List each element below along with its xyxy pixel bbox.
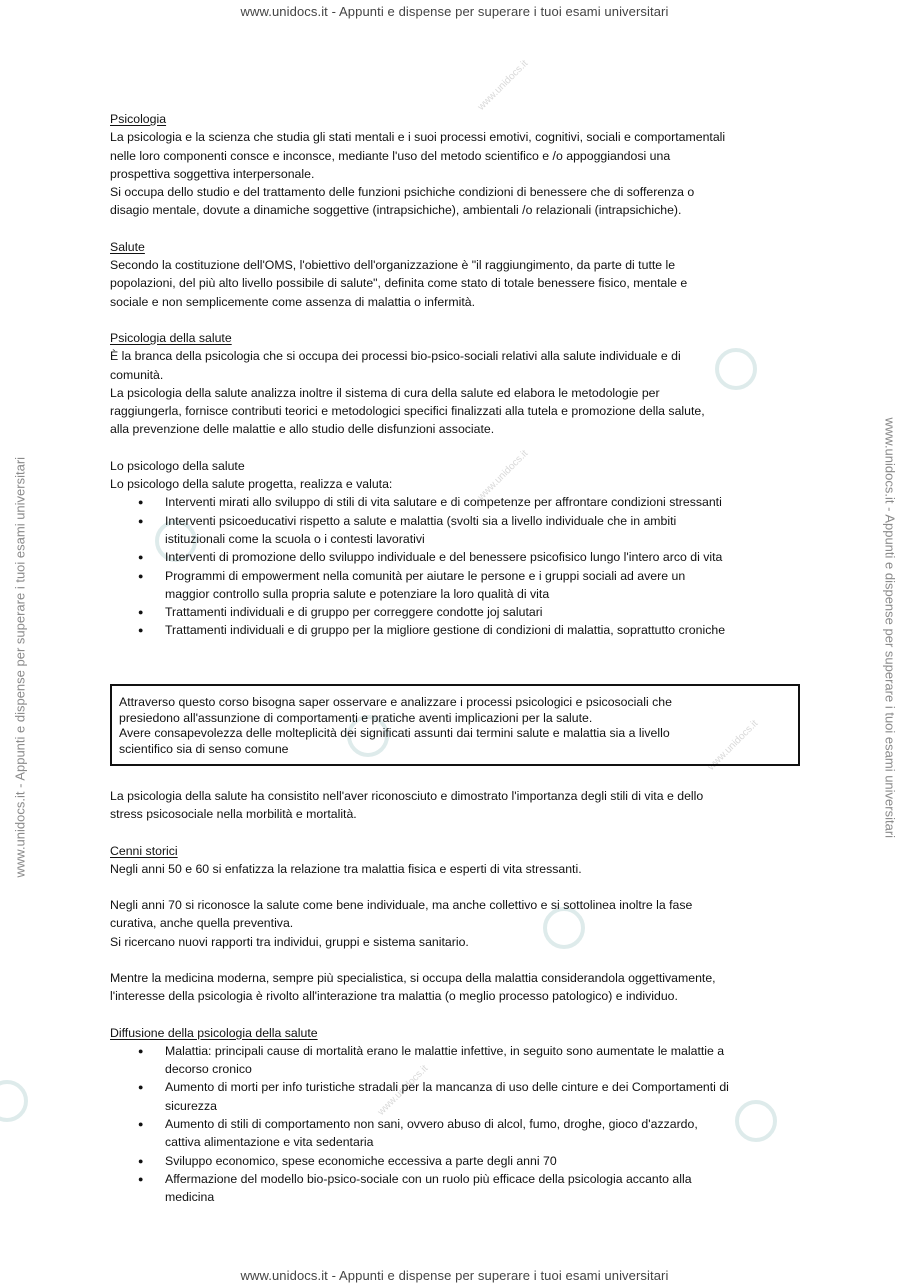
text-line: cattiva alimentazione e vita sedentaria xyxy=(165,1135,374,1150)
watermark-diagonal-text: www.unidocs.it xyxy=(475,448,531,503)
section-psicologia-della-salute xyxy=(110,329,800,439)
list-item xyxy=(110,548,800,566)
section-psicologia xyxy=(110,110,800,220)
text-line: La psicologia e la scienza che studia gli stati mentali e i suoi processi emotivi, cognitivi, sociali e comportamentali xyxy=(110,130,726,145)
section-heading: Cenni storici xyxy=(110,843,178,858)
watermark-diagonal-text: www.unidocs.it xyxy=(705,718,761,773)
text-line: ● Interventi di promozione dello sviluppo individuale e del benessere psicofisico lungo l'intero arco di vita xyxy=(165,550,723,565)
list-item xyxy=(110,1115,800,1152)
list-item xyxy=(110,603,800,621)
text-line: La psicologia della salute analizza inoltre il sistema di cura della salute ed elabora le metodologie per xyxy=(110,385,660,400)
side-watermark-left: www.unidocs.it - Appunti e dispense per superare i tuoi esami universitari xyxy=(12,456,28,878)
text-line: Mentre la medicina moderna, sempre più specialistica, si occupa della malattia considerandola oggettivamente, xyxy=(110,970,716,985)
text-line: ● Interventi psicoeducativi rispetto a salute e malattia (svolti sia a livello individuale che in ambiti xyxy=(165,513,677,528)
list-item xyxy=(110,1078,800,1115)
section-heading: Lo psicologo della salute xyxy=(110,458,245,473)
text-line: disagio mentale, dovute a dinamiche soggettive (intrapsichiche), ambientali /o relazionali (intrapsichiche). xyxy=(110,203,682,218)
text-line: stress psicosociale nella morbilità e mortalità. xyxy=(110,807,357,822)
text-line: scientifico sia di senso comune xyxy=(119,742,289,757)
text-line: istituzionali come la scuola o i contesti lavorativi xyxy=(165,531,425,546)
text-line: popolazioni, del più alto livello possibile di salute", definita come stato di totale benessere fisico, mentale e xyxy=(110,276,688,291)
section-diffusione xyxy=(110,1024,800,1207)
text-line: Negli anni 70 si riconosce la salute come bene individuale, ma anche collettivo e si sottolinea inoltre la fase xyxy=(110,898,693,913)
bullet-list xyxy=(110,1042,800,1207)
text-line: ● Aumento di stili di comportamento non sani, ovvero abuso di alcol, fumo, droghe, gioco d'azzardo, xyxy=(165,1117,698,1132)
list-item xyxy=(110,512,800,549)
text-line: ● Trattamenti individuali e di gruppo per la migliore gestione di condizioni di malattia, soprattutto croniche xyxy=(165,623,726,638)
list-item xyxy=(110,1170,800,1207)
text-line: Attraverso questo corso bisogna saper osservare e analizzare i processi psicologici e psicosociali che xyxy=(119,694,672,709)
highlight-box xyxy=(110,684,800,766)
text-line: sociale e non semplicemente come assenza di malattia o infermità. xyxy=(110,294,475,309)
text-line: Negli anni 50 e 60 si enfatizza la relazione tra malattia fisica e esperti di vita stressanti. xyxy=(110,861,582,876)
document-body xyxy=(110,110,800,1207)
section-cenni-storici xyxy=(110,842,800,1006)
list-item xyxy=(110,621,800,639)
watermark-diagonal-text: www.unidocs.it xyxy=(475,58,531,113)
watermark-diagonal-text: www.unidocs.it xyxy=(375,1063,431,1118)
side-watermark-right: www.unidocs.it - Appunti e dispense per superare i tuoi esami universitari xyxy=(882,417,898,839)
text-line: l'interesse della psicologia è rivolto all'interazione tra malattia (o meglio processo patologico) e individuo. xyxy=(110,989,678,1004)
text-line: ● Programmi di empowerment nella comunità per aiutare le persone e i gruppi sociali ad avere un xyxy=(165,568,686,583)
text-line: medicina xyxy=(165,1190,215,1205)
section-consistito xyxy=(110,787,800,824)
section-heading: Diffusione della psicologia della salute xyxy=(110,1025,318,1040)
page-footer: www.unidocs.it - Appunti e dispense per superare i tuoi esami universitari xyxy=(240,1268,669,1283)
text-line: Lo psicologo della salute progetta, realizza e valuta: xyxy=(110,477,393,492)
text-line: decorso cronico xyxy=(165,1062,252,1077)
page-header: www.unidocs.it - Appunti e dispense per superare i tuoi esami universitari xyxy=(240,4,669,19)
text-line: alla prevenzione delle malattie e allo studio delle disfunzioni associate. xyxy=(110,422,495,437)
section-heading: Salute xyxy=(110,239,145,254)
text-line: raggiungerla, fornisce contributi teorici e metodologici specifici finalizzati alla tutela e promozione della salute, xyxy=(110,404,705,419)
section-heading: Psicologia della salute xyxy=(110,330,232,345)
text-line: È la branca della psicologia che si occupa dei processi bio-psico-sociali relativi alla salute individuale e di xyxy=(110,349,681,364)
text-line: nelle loro componenti consce e inconsce, mediante l'uso del metodo scientifico e /o appoggiandosi una xyxy=(110,148,671,163)
text-line: La psicologia della salute ha consistito nell'aver riconosciuto e dimostrato l'importanza degli stili di vita e dello xyxy=(110,788,704,803)
list-item xyxy=(110,1042,800,1079)
section-heading: Psicologia xyxy=(110,112,167,126)
paragraph xyxy=(110,128,800,183)
text-line: ● Interventi mirati allo sviluppo di stili di vita salutare e di competenze per affrontare condizioni stressanti xyxy=(165,495,722,510)
paragraph xyxy=(110,183,800,220)
text-line: Avere consapevolezza delle molteplicità dei significati assunti dai termini salute e malattia sia a livello xyxy=(119,726,670,741)
list-item xyxy=(110,1152,800,1170)
section-psicologo-della-salute xyxy=(110,457,800,640)
bullet-list xyxy=(110,493,800,639)
text-line: Si ricercano nuovi rapporti tra individui, gruppi e sistema sanitario. xyxy=(110,934,469,949)
text-line: ● Sviluppo economico, spese economiche eccessiva a parte degli anni 70 xyxy=(165,1153,557,1168)
list-item xyxy=(110,493,800,511)
text-line: ● Malattia: principali cause di mortalità erano le malattie infettive, in seguito sono aumentate le malattie a xyxy=(165,1043,725,1058)
text-line: ● Affermazione del modello bio-psico-sociale con un ruolo più efficace della psicologia accanto alla xyxy=(165,1171,692,1186)
watermark-logo-icon xyxy=(0,1080,28,1122)
text-line: Si occupa dello studio e del trattamento delle funzioni psichiche condizioni di benessere che di sofferenza o xyxy=(110,185,695,200)
text-line: presiedono all'assunzione di comportamenti e pratiche aventi implicazioni per la salute. xyxy=(119,710,593,725)
section-salute xyxy=(110,238,800,311)
text-line: curativa, anche quella preventiva. xyxy=(110,916,294,931)
text-line: Secondo la costituzione dell'OMS, l'obiettivo dell'organizzazione è "il raggiungimento, da parte di tutte le xyxy=(110,258,676,273)
text-line: ● Aumento di morti per info turistiche stradali per la mancanza di uso delle cinture e dei Comportamenti di xyxy=(165,1080,729,1095)
text-line: prospettiva soggettiva interpersonale. xyxy=(110,166,315,181)
text-line: comunità. xyxy=(110,367,164,382)
text-line: sicurezza xyxy=(165,1098,217,1113)
text-line: maggior controllo sulla propria salute e potenziare la loro qualità di vita xyxy=(165,586,550,601)
list-item xyxy=(110,567,800,604)
text-line: ● Trattamenti individuali e di gruppo per correggere condotte joj salutari xyxy=(165,605,543,620)
